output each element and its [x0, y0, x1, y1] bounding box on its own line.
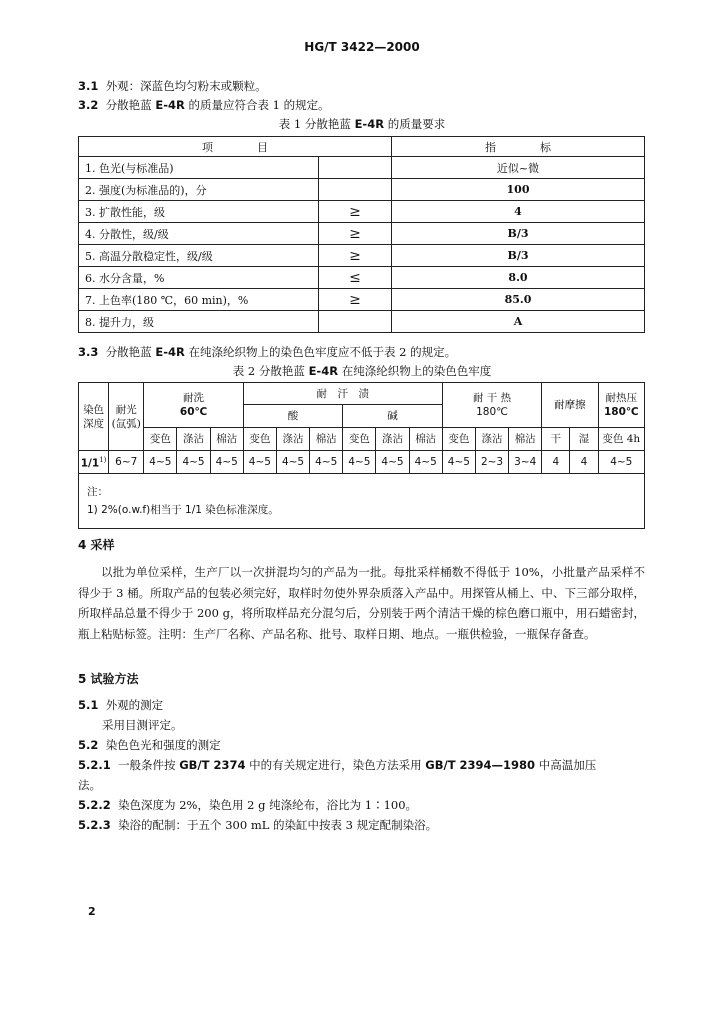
depth-value: 1/1 — [80, 457, 100, 470]
fastness-value-cell: 4~5 — [276, 451, 309, 474]
caption-pre: 表 1 分散艳蓝 — [278, 117, 355, 131]
wash-label: 耐洗 — [183, 392, 205, 404]
page-number: 2 — [88, 905, 96, 918]
standard-ref-2: GB/T 2394—1980 — [425, 758, 536, 772]
section-4-paragraph: 以批为单位采样，生产厂以一次拼混均匀的产品为一批。每批采样桶数不得低于 10%，小批量产品采样不得少于 3 桶。所取产品的包装必须完好，取样时勿使外界杂质落入产品中。用探管从桶上、中、下三部分取样，所取样品总量不得少于 200 g，将所取样品充分混匀后，分别装于两个清洁干燥的棕色磨口瓶中，用石蜡密封，瓶上粘贴标签。注明：生产厂名称、产品名称、批号、取样日期、地点。一瓶供检验，一瓶保存备查。 — [78, 565, 645, 641]
header-rubbing: 耐摩擦 — [542, 383, 598, 428]
fastness-value-cell: 4~5 — [442, 451, 475, 474]
header-perspiration: 耐 汗 渍 — [243, 383, 442, 405]
row-item: 8. 提升力，级 — [79, 311, 319, 333]
caption-code: E-4R — [354, 117, 385, 131]
fastness-value-cell: 2~3 — [475, 451, 508, 474]
table2-caption — [0, 363, 724, 379]
header-dry-heat — [442, 383, 541, 428]
clause-3-3 — [78, 344, 456, 360]
clause-5-2-2 — [78, 797, 417, 813]
header-wash — [144, 383, 243, 428]
row-item: 7. 上色率(180 ℃，60 min)，% — [79, 289, 319, 311]
table1-quality-requirements — [78, 136, 645, 333]
row-symbol — [319, 179, 392, 201]
clause-text: 外观的测定 — [105, 698, 164, 712]
row-item: 3. 扩散性能，级 — [79, 201, 319, 223]
caption-code: E-4R — [308, 364, 339, 378]
row-value: 85.0 — [392, 289, 645, 311]
clause-5-1 — [78, 697, 163, 713]
row-item: 2. 强度(为标准品的)，分 — [79, 179, 319, 201]
table1-header-row — [79, 137, 645, 157]
row-value: B/3 — [392, 245, 645, 267]
table1-row — [79, 179, 645, 201]
clause-number: 3.3 — [78, 345, 99, 359]
fastness-value-cell: 4~5 — [376, 451, 409, 474]
table1-row — [79, 223, 645, 245]
subheader-cell: 变色 — [343, 428, 376, 451]
clause-text-post: 在纯涤纶织物上的染色色牢度应不低于表 2 的规定。 — [184, 345, 457, 359]
fastness-value-cell: 4 — [542, 451, 570, 474]
clause-text: 外观：深蓝色均匀粉末或颗粒。 — [105, 79, 267, 93]
clause-text-post: 的质量应符合表 1 的规定。 — [184, 98, 330, 112]
fastness-value-cell: 3~4 — [509, 451, 542, 474]
row-value: B/3 — [392, 223, 645, 245]
table1-row — [79, 157, 645, 179]
fastness-value-cell: 4~5 — [177, 451, 210, 474]
clause-3-2 — [78, 97, 330, 113]
wash-temp: 60℃ — [179, 406, 208, 418]
clause-number: 5.2.3 — [78, 818, 111, 832]
note-text: 1) 2%(o.w.f)相当于 1/1 染色标准深度。 — [87, 504, 279, 516]
clause-number: 5.1 — [78, 698, 99, 712]
subheader-cell: 变色 — [243, 428, 276, 451]
fastness-value-cell: 4~5 — [243, 451, 276, 474]
table1-row — [79, 311, 645, 333]
clause-number: 3.2 — [78, 98, 99, 112]
product-code: E-4R — [155, 98, 185, 112]
row-item: 5. 高温分散稳定性，级/级 — [79, 245, 319, 267]
clause-text: 染色深度为 2%，染色用 2 g 纯涤纶布，浴比为 1∶100。 — [118, 798, 418, 812]
row-symbol: ≤ — [319, 267, 392, 289]
table2-color-fastness — [78, 382, 645, 529]
row-value: 近似~微 — [392, 157, 645, 179]
row-value: A — [392, 311, 645, 333]
table2-note — [79, 474, 645, 529]
dry-heat-temp: 180℃ — [476, 406, 508, 418]
fastness-value-cell: 4~5 — [409, 451, 442, 474]
subheader-cell: 棉沾 — [509, 428, 542, 451]
row-item: 6. 水分含量，% — [79, 267, 319, 289]
clause-5-1-body: 采用目测评定。 — [102, 718, 183, 732]
fastness-value-cell: 4~5 — [343, 451, 376, 474]
clause-5-2-1-continued: 法。 — [78, 778, 101, 792]
section-5-title: 5 试验方法 — [78, 672, 139, 686]
hot-press-temp: 180℃ — [603, 406, 639, 418]
fastness-value-cell: 4~5 — [144, 451, 177, 474]
header-dye-depth: 染色深度 — [79, 383, 109, 451]
fastness-value-cell: 4~5 — [598, 451, 644, 474]
standard-ref-1: GB/T 2374 — [179, 758, 246, 772]
caption-post: 在纯涤纶织物上的染色色牢度 — [338, 364, 492, 378]
caption-pre: 表 2 分散艳蓝 — [232, 364, 309, 378]
subheader-cell: 棉沾 — [310, 428, 343, 451]
fastness-value-cell: 4 — [570, 451, 598, 474]
subheader-cell: 涤沾 — [376, 428, 409, 451]
subheader-cell: 变色 4h — [598, 428, 644, 451]
header-acid: 酸 — [243, 405, 342, 428]
clause-text-post: 中高温加压 — [535, 758, 597, 772]
header-alkali: 碱 — [343, 405, 443, 428]
row-symbol: ≥ — [319, 289, 392, 311]
clause-text: 染浴的配制：于五个 300 mL 的染缸中按表 3 规定配制染浴。 — [118, 818, 438, 832]
row-value: 100 — [392, 179, 645, 201]
clause-text-pre: 一般条件按 — [118, 758, 180, 772]
standard-code-header: HG/T 3422—2000 — [304, 40, 420, 54]
dry-heat-label: 耐 干 热 — [472, 392, 512, 404]
table1-row — [79, 289, 645, 311]
row-symbol: ≥ — [319, 223, 392, 245]
clause-text-mid: 中的有关规定进行，染色方法采用 — [245, 758, 426, 772]
subheader-cell: 湿 — [570, 428, 598, 451]
clause-number: 5.2 — [78, 738, 99, 752]
clause-text-pre: 分散艳蓝 — [105, 98, 156, 112]
table1-row — [79, 201, 645, 223]
cell-light-fastness: 6~7 — [109, 451, 144, 474]
row-symbol — [319, 311, 392, 333]
clause-number: 3.1 — [78, 79, 99, 93]
header-hot-press — [598, 383, 644, 428]
subheader-cell: 变色 — [442, 428, 475, 451]
subheader-cell: 涤沾 — [276, 428, 309, 451]
header-light-fastness: 耐光(氙弧) — [109, 383, 144, 451]
row-symbol: ≥ — [319, 245, 392, 267]
subheader-cell: 变色 — [144, 428, 177, 451]
row-item: 4. 分散性，级/级 — [79, 223, 319, 245]
table1-row — [79, 245, 645, 267]
caption-post: 的质量要求 — [384, 117, 446, 131]
table2-header-row-1 — [79, 383, 645, 405]
clause-3-1 — [78, 78, 267, 94]
table2-data-row — [79, 451, 645, 474]
table1-row — [79, 267, 645, 289]
subheader-cell: 棉沾 — [409, 428, 442, 451]
fastness-value-cell: 4~5 — [310, 451, 343, 474]
cell-dye-depth — [79, 451, 109, 474]
clause-text-pre: 分散艳蓝 — [105, 345, 156, 359]
table1-caption — [0, 116, 724, 132]
clause-5-2-3 — [78, 817, 437, 833]
row-symbol: ≥ — [319, 201, 392, 223]
subheader-cell: 棉沾 — [210, 428, 243, 451]
depth-footnote-mark: 1) — [99, 456, 107, 465]
row-symbol — [319, 157, 392, 179]
row-item: 1. 色光(与标准品) — [79, 157, 319, 179]
header-item: 项 目 — [79, 137, 392, 157]
fastness-value-cell: 4~5 — [210, 451, 243, 474]
subheader-cell: 涤沾 — [177, 428, 210, 451]
subheader-cell: 涤沾 — [475, 428, 508, 451]
section-4-title: 4 采样 — [78, 538, 115, 552]
row-value: 8.0 — [392, 267, 645, 289]
subheader-cell: 干 — [542, 428, 570, 451]
clause-number: 5.2.2 — [78, 798, 111, 812]
table2-note-row — [79, 474, 645, 529]
clause-5-2 — [78, 737, 221, 753]
note-title: 注： — [87, 486, 108, 498]
clause-text: 染色色光和强度的测定 — [105, 738, 221, 752]
clause-number: 5.2.1 — [78, 758, 111, 772]
product-code: E-4R — [155, 345, 185, 359]
row-value: 4 — [392, 201, 645, 223]
table2-subheader-row — [79, 428, 645, 451]
clause-5-2-1 — [78, 757, 596, 773]
hot-press-label: 耐热压 — [605, 392, 638, 404]
header-value: 指 标 — [392, 137, 645, 157]
